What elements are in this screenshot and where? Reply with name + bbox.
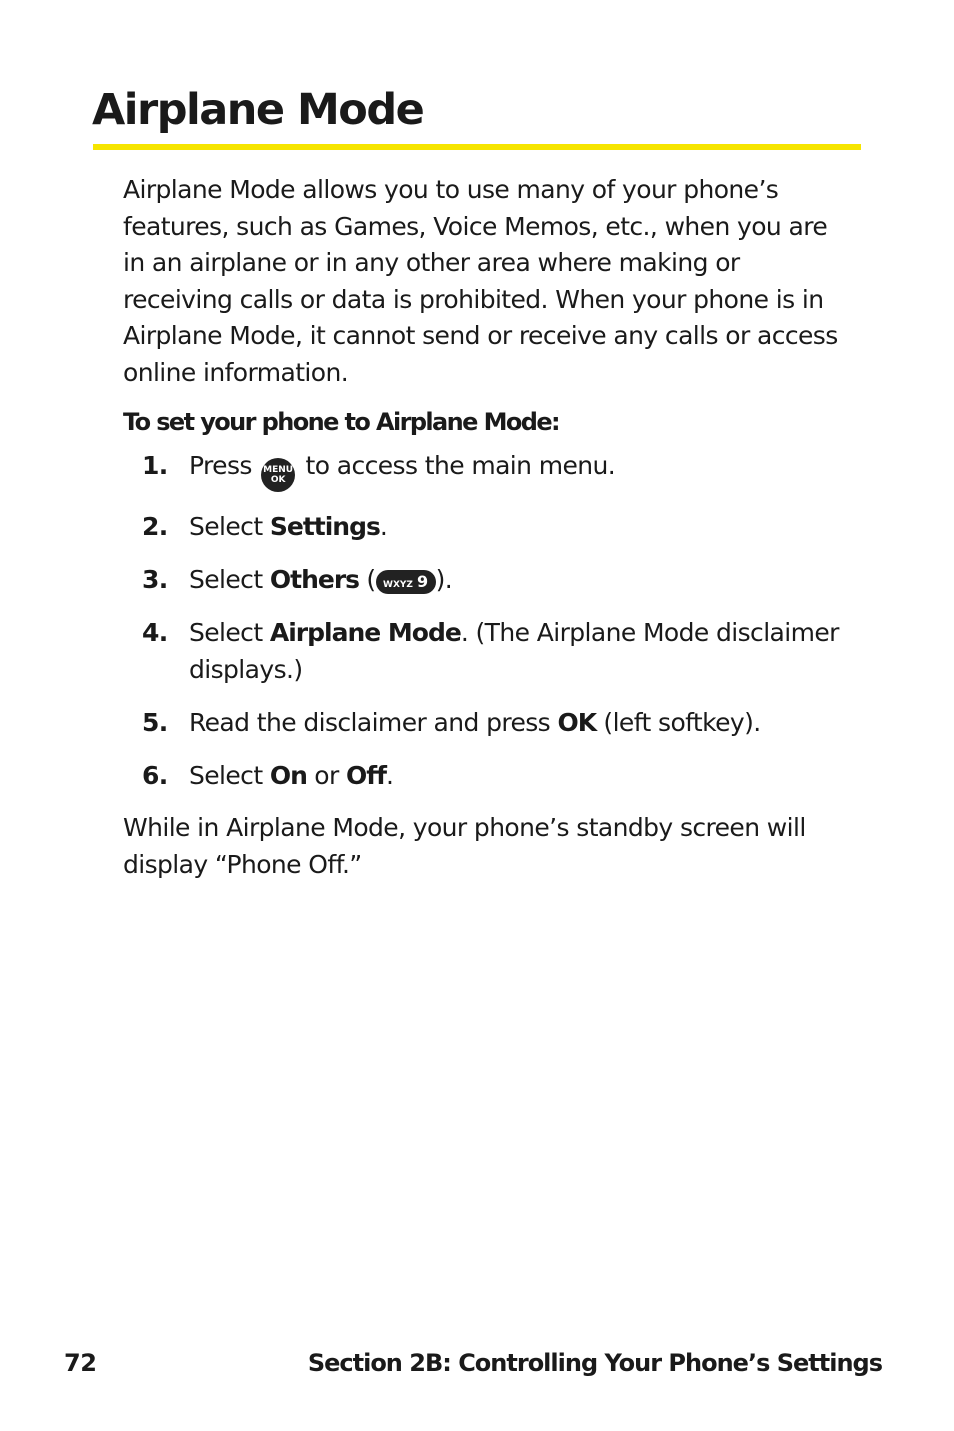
step-1	[123, 447, 843, 492]
nine-key-icon: WXYZ 9	[376, 570, 436, 594]
step-text: .	[379, 512, 388, 541]
step-text: ).	[435, 565, 453, 594]
page-title: Airplane Mode	[92, 85, 424, 135]
menu-item-settings: Settings	[269, 512, 380, 541]
section-title: Section 2B: Controlling Your Phone’s Settings	[307, 1349, 882, 1377]
step-4	[123, 614, 843, 688]
step-text: to access the main menu.	[305, 451, 616, 480]
step-text: .	[386, 761, 394, 790]
intro-paragraph: Airplane Mode allows you to use many of your phone’s features, such as Games, Voice Memos, etc., when you are in an airplane or in any other area where making or receiving calls or data is prohibited. When your phone is in Airplane Mode, it cannot send or receive any calls or access online information.	[123, 175, 838, 387]
step-text: (	[359, 565, 376, 594]
step-text: Select	[189, 618, 270, 647]
menu-ok-key-icon: MENU OK	[261, 458, 295, 492]
step-text: Press	[189, 451, 252, 480]
option-off: Off	[346, 761, 387, 790]
menu-item-others: Others	[269, 565, 360, 594]
page-number: 72	[64, 1349, 97, 1377]
step-text: . (The Airplane Mode disclaimer displays.)	[189, 618, 839, 684]
softkey-ok: OK	[557, 708, 597, 737]
title-underline	[93, 144, 861, 150]
step-number: 5.	[142, 708, 168, 737]
menu-item-airplane-mode: Airplane Mode	[269, 618, 461, 647]
step-number: 3.	[142, 565, 168, 594]
step-number: 2.	[142, 512, 168, 541]
procedure-heading: To set your phone to Airplane Mode:	[123, 408, 560, 436]
step-3	[123, 561, 843, 598]
step-6	[123, 757, 843, 794]
closing-paragraph: While in Airplane Mode, your phone’s standby screen will display “Phone Off.”	[123, 813, 806, 879]
main-content	[123, 172, 843, 883]
step-text: Select	[189, 512, 270, 541]
step-2	[123, 508, 843, 545]
step-5	[123, 704, 843, 741]
step-number: 4.	[142, 618, 168, 647]
step-number: 1.	[142, 451, 168, 480]
steps-list	[123, 447, 843, 794]
step-number: 6.	[142, 761, 168, 790]
step-text: or	[306, 761, 347, 790]
option-on: On	[269, 761, 307, 790]
step-text: (left softkey).	[596, 708, 761, 737]
step-text: Select	[189, 761, 270, 790]
step-text: Select	[189, 565, 270, 594]
step-text: Read the disclaimer and press	[189, 708, 558, 737]
